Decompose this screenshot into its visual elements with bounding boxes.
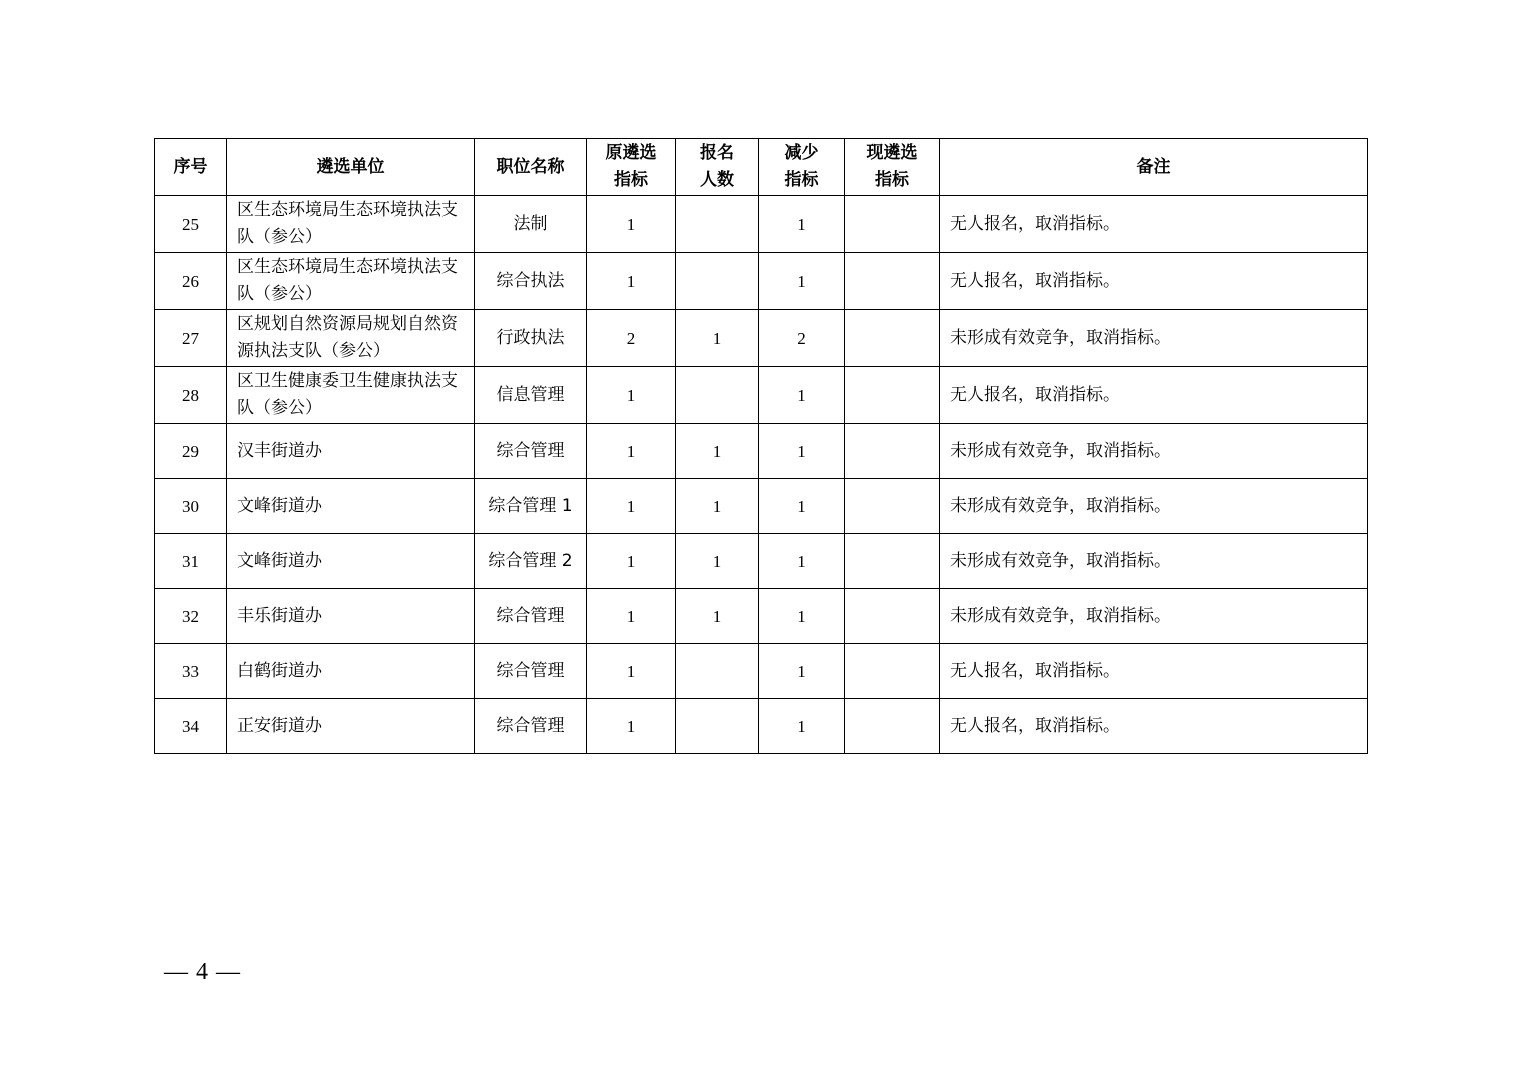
cell-applicants [676, 253, 759, 310]
header-position: 职位名称 [475, 139, 587, 196]
table-row [155, 424, 1368, 479]
cell-current-quota [845, 310, 940, 367]
cell-unit: 文峰街道办 [227, 534, 475, 589]
cell-original-quota: 1 [587, 367, 676, 424]
cell-position: 综合管理 [475, 699, 587, 754]
cell-note: 无人报名，取消指标。 [940, 699, 1368, 754]
cell-note: 未形成有效竞争，取消指标。 [940, 589, 1368, 644]
header-original-quota-line1: 原遴选 [605, 143, 657, 163]
table-row [155, 699, 1368, 754]
cell-note: 无人报名，取消指标。 [940, 196, 1368, 253]
page-number: — 4 — [164, 959, 241, 985]
cell-current-quota [845, 644, 940, 699]
header-reduced-quota [759, 139, 845, 196]
cell-original-quota: 1 [587, 589, 676, 644]
cell-seq: 32 [155, 589, 227, 644]
cell-original-quota: 1 [587, 699, 676, 754]
table-row [155, 644, 1368, 699]
cell-reduced-quota: 1 [759, 367, 845, 424]
cell-unit: 汉丰街道办 [227, 424, 475, 479]
cell-reduced-quota: 1 [759, 479, 845, 534]
cell-original-quota: 1 [587, 253, 676, 310]
header-original-quota-line2: 指标 [614, 170, 648, 190]
table-row [155, 367, 1368, 424]
cell-position: 综合管理 [475, 424, 587, 479]
cell-current-quota [845, 424, 940, 479]
header-original-quota [587, 139, 676, 196]
cell-reduced-quota: 1 [759, 196, 845, 253]
cell-unit: 区生态环境局生态环境执法支队（参公） [227, 196, 475, 253]
cell-current-quota [845, 479, 940, 534]
header-reduced-quota-line1: 减少 [784, 143, 819, 163]
header-note: 备注 [940, 139, 1368, 196]
cell-reduced-quota: 1 [759, 253, 845, 310]
header-applicants-line2: 人数 [700, 170, 734, 190]
cell-unit: 区生态环境局生态环境执法支队（参公） [227, 253, 475, 310]
table-header-row [155, 139, 1368, 196]
cell-original-quota: 1 [587, 424, 676, 479]
table-row [155, 534, 1368, 589]
cell-reduced-quota: 2 [759, 310, 845, 367]
cell-seq: 29 [155, 424, 227, 479]
cell-unit: 白鹤街道办 [227, 644, 475, 699]
cell-applicants: 1 [676, 589, 759, 644]
cell-reduced-quota: 1 [759, 534, 845, 589]
cell-note: 未形成有效竞争，取消指标。 [940, 424, 1368, 479]
table-row [155, 589, 1368, 644]
table-row [155, 479, 1368, 534]
cell-unit: 丰乐街道办 [227, 589, 475, 644]
cell-reduced-quota: 1 [759, 699, 845, 754]
cell-seq: 33 [155, 644, 227, 699]
table-row [155, 196, 1368, 253]
cell-current-quota [845, 534, 940, 589]
header-current-quota [845, 139, 940, 196]
cell-position: 综合管理 [475, 589, 587, 644]
cell-current-quota [845, 589, 940, 644]
cell-seq: 28 [155, 367, 227, 424]
table-row [155, 253, 1368, 310]
cell-applicants: 1 [676, 310, 759, 367]
cell-note: 无人报名，取消指标。 [940, 253, 1368, 310]
cell-unit: 正安街道办 [227, 699, 475, 754]
cell-original-quota: 2 [587, 310, 676, 367]
cell-unit: 文峰街道办 [227, 479, 475, 534]
cell-applicants: 1 [676, 424, 759, 479]
cell-current-quota [845, 253, 940, 310]
cell-note: 无人报名，取消指标。 [940, 367, 1368, 424]
cell-current-quota [845, 367, 940, 424]
cell-seq: 34 [155, 699, 227, 754]
cell-seq: 27 [155, 310, 227, 367]
cell-position: 综合管理 1 [475, 479, 587, 534]
cell-note: 无人报名，取消指标。 [940, 644, 1368, 699]
cell-current-quota [845, 196, 940, 253]
cell-unit: 区规划自然资源局规划自然资源执法支队（参公） [227, 310, 475, 367]
cell-seq: 26 [155, 253, 227, 310]
cell-unit: 区卫生健康委卫生健康执法支队（参公） [227, 367, 475, 424]
cell-original-quota: 1 [587, 534, 676, 589]
cell-position: 信息管理 [475, 367, 587, 424]
cell-position: 法制 [475, 196, 587, 253]
cell-note: 未形成有效竞争，取消指标。 [940, 534, 1368, 589]
cell-applicants [676, 644, 759, 699]
cell-original-quota: 1 [587, 644, 676, 699]
cell-applicants: 1 [676, 479, 759, 534]
header-current-quota-line1: 现遴选 [866, 143, 918, 163]
cell-reduced-quota: 1 [759, 424, 845, 479]
header-unit: 遴选单位 [227, 139, 475, 196]
cell-note: 未形成有效竞争，取消指标。 [940, 310, 1368, 367]
cell-original-quota: 1 [587, 196, 676, 253]
cell-seq: 25 [155, 196, 227, 253]
cell-original-quota: 1 [587, 479, 676, 534]
header-reduced-quota-line2: 指标 [784, 170, 819, 190]
cell-reduced-quota: 1 [759, 644, 845, 699]
cell-applicants [676, 367, 759, 424]
header-seq: 序号 [155, 139, 227, 196]
cell-note: 未形成有效竞争，取消指标。 [940, 479, 1368, 534]
cell-position: 综合管理 [475, 644, 587, 699]
position-adjustment-table [154, 138, 1368, 754]
cell-reduced-quota: 1 [759, 589, 845, 644]
cell-applicants [676, 196, 759, 253]
header-applicants [676, 139, 759, 196]
header-applicants-line1: 报名 [700, 143, 734, 163]
cell-applicants: 1 [676, 534, 759, 589]
cell-current-quota [845, 699, 940, 754]
cell-applicants [676, 699, 759, 754]
cell-seq: 31 [155, 534, 227, 589]
table-row [155, 310, 1368, 367]
cell-position: 综合管理 2 [475, 534, 587, 589]
cell-position: 行政执法 [475, 310, 587, 367]
cell-position: 综合执法 [475, 253, 587, 310]
cell-seq: 30 [155, 479, 227, 534]
header-current-quota-line2: 指标 [875, 170, 909, 190]
